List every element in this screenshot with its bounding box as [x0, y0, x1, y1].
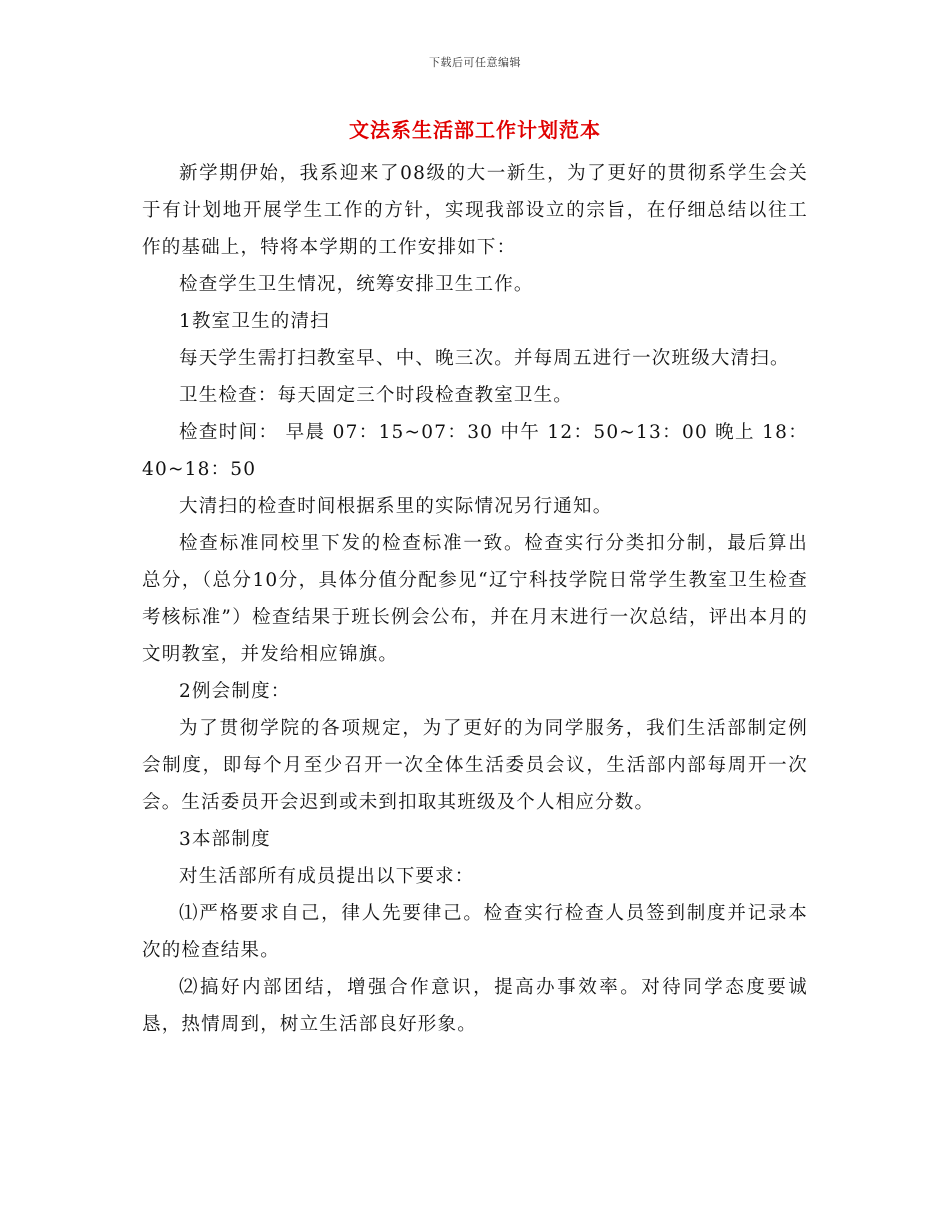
header-note: 下载后可任意编辑: [429, 56, 521, 69]
paragraph-requirement-2: ⑵搞好内部团结，增强合作意识，提高办事效率。对待同学态度要诚恳，热情周到，树立生活部良好形象。: [142, 977, 808, 1035]
paragraph-hygiene-check: 检查学生卫生情况，统筹安排卫生工作。: [179, 274, 534, 295]
section-heading-department-rules: 3本部制度: [179, 829, 271, 850]
paragraph-meeting-system: 为了贯彻学院的各项规定，为了更好的为同学服务，我们生活部制定例会制度，即每个月至少召开一次全体生活委员会议，生活部内部每周开一次会。生活委员开会迟到或未到扣取其班级及个人相应分数。: [142, 718, 808, 813]
paragraph-member-requirements: 对生活部所有成员提出以下要求：: [179, 866, 475, 887]
paragraph-big-cleaning: 大清扫的检查时间根据系里的实际情况另行通知。: [179, 496, 613, 517]
paragraph-requirement-1: ⑴严格要求自己，律人先要律己。检查实行检查人员签到制度并记录本次的检查结果。: [142, 903, 808, 961]
paragraph-inspection-standard: 检查标准同校里下发的检查标准一致。检查实行分类扣分制，最后算出总分，（总分10分，具体分值分配参见“辽宁科技学院日常学生教室卫生检查考核标准”）检查结果于班长例会公布，并在月末进行一次总结，评出本月的文明教室，并发给相应锦旗。: [142, 533, 808, 665]
section-heading-classroom-cleaning: 1教室卫生的清扫: [179, 311, 330, 332]
paragraph-inspection: 卫生检查：每天固定三个时段检查教室卫生。: [179, 385, 574, 406]
section-heading-meeting-system: 2例会制度：: [179, 681, 291, 702]
document-body: [142, 155, 808, 1043]
paragraph-inspection-times: 检查时间： 早晨 07：15~07：30 中午 12：50~13：00 晚上 18：40~18：50: [142, 422, 808, 480]
paragraph-intro: 新学期伊始，我系迎来了08级的大一新生，为了更好的贯彻系学生会关于有计划地开展学生工作的方针，实现我部设立的宗旨，在仔细总结以往工作的基础上，特将本学期的工作安排如下：: [142, 163, 808, 258]
paragraph-daily-cleaning: 每天学生需打扫教室早、中、晚三次。并每周五进行一次班级大清扫。: [179, 348, 790, 369]
document-title: 文法系生活部工作计划范本: [349, 118, 601, 142]
